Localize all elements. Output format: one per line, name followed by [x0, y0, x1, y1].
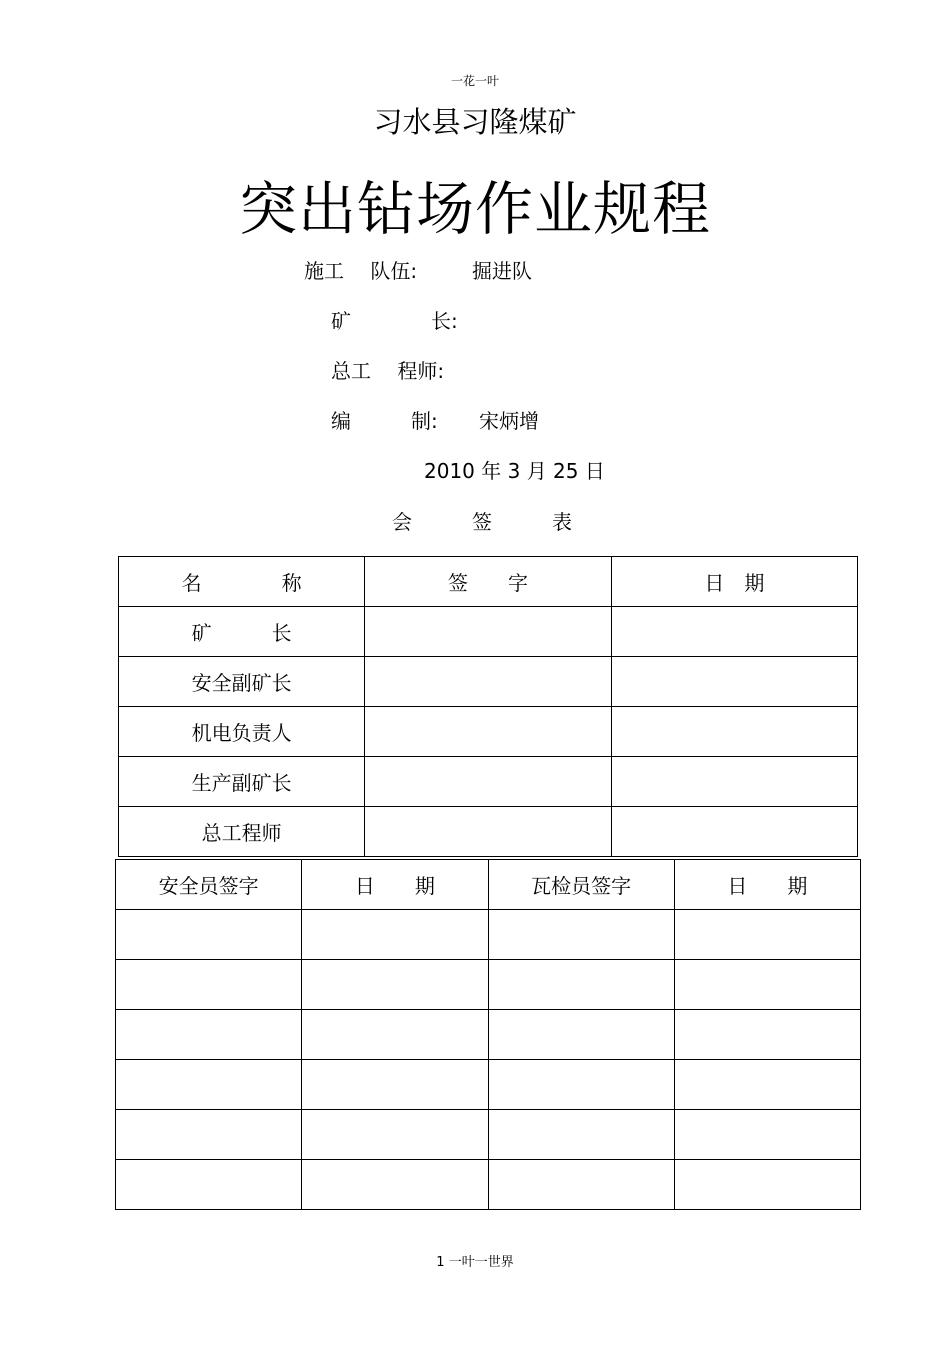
table-cell — [488, 1110, 674, 1160]
signature-cell — [365, 807, 611, 857]
inspection-table-header-row — [116, 860, 861, 910]
header-safety-officer-signature: 安全员签字 — [116, 860, 302, 910]
page-header: 一花一叶 — [450, 74, 499, 88]
table-row — [119, 657, 858, 707]
info-label-chief-engineer: 总工 程师: — [331, 359, 445, 383]
table-row — [116, 1160, 861, 1210]
header-safety-date: 日 期 — [302, 860, 488, 910]
sign-role-cell: 总工程师 — [119, 807, 365, 857]
sign-role-cell: 机电负责人 — [119, 707, 365, 757]
table-cell — [674, 1010, 860, 1060]
table-cell — [488, 1010, 674, 1060]
table-cell — [488, 1060, 674, 1110]
organization-name: 习水县习隆煤矿 — [373, 105, 577, 139]
table-cell — [674, 960, 860, 1010]
info-label-mine-director: 矿 长: — [331, 309, 458, 333]
signature-cell — [365, 707, 611, 757]
inspection-table — [115, 859, 861, 1210]
signature-cell — [365, 657, 611, 707]
sign-role-cell: 生产副矿长 — [119, 757, 365, 807]
document-date: 2010 年 3 月 25 日 — [424, 459, 605, 483]
sign-table-title: 会 签 表 — [392, 510, 572, 534]
table-cell — [488, 1160, 674, 1210]
sign-table-header-date: 日 期 — [611, 557, 857, 607]
table-row — [116, 1010, 861, 1060]
table-cell — [302, 1160, 488, 1210]
info-value-compiler: 宋炳增 — [479, 409, 539, 433]
table-cell — [302, 1010, 488, 1060]
page-footer: 1 一叶一世界 — [436, 1255, 514, 1270]
table-row — [116, 1110, 861, 1160]
table-cell — [116, 1010, 302, 1060]
date-cell — [611, 757, 857, 807]
table-row — [119, 757, 858, 807]
table-cell — [674, 1060, 860, 1110]
sign-table-header-name: 名 称 — [119, 557, 365, 607]
info-label-team: 施工 队伍: — [304, 259, 418, 283]
document-title: 突出钻场作业规程 — [238, 175, 711, 243]
table-cell — [302, 960, 488, 1010]
table-row — [119, 607, 858, 657]
signature-cell — [365, 607, 611, 657]
date-cell — [611, 657, 857, 707]
sign-table — [118, 556, 858, 857]
sign-role-cell: 安全副矿长 — [119, 657, 365, 707]
table-cell — [302, 1060, 488, 1110]
table-cell — [302, 1110, 488, 1160]
table-row — [119, 807, 858, 857]
table-cell — [488, 910, 674, 960]
table-row — [116, 1060, 861, 1110]
table-cell — [302, 910, 488, 960]
info-label-compiler: 编 制: — [331, 409, 438, 433]
table-cell — [116, 1060, 302, 1110]
table-cell — [674, 1110, 860, 1160]
date-cell — [611, 707, 857, 757]
date-cell — [611, 807, 857, 857]
header-gas-date: 日 期 — [674, 860, 860, 910]
info-value-team: 掘进队 — [472, 259, 532, 283]
table-cell — [116, 910, 302, 960]
date-cell — [611, 607, 857, 657]
signature-cell — [365, 757, 611, 807]
table-row — [116, 910, 861, 960]
table-cell — [488, 960, 674, 1010]
table-cell — [116, 1160, 302, 1210]
table-row — [119, 707, 858, 757]
header-gas-inspector-signature: 瓦检员签字 — [488, 860, 674, 910]
table-cell — [116, 1110, 302, 1160]
sign-role-cell: 矿 长 — [119, 607, 365, 657]
sign-table-header-row — [119, 557, 858, 607]
table-row — [116, 960, 861, 1010]
sign-table-header-signature: 签 字 — [365, 557, 611, 607]
table-cell — [116, 960, 302, 1010]
table-cell — [674, 1160, 860, 1210]
table-cell — [674, 910, 860, 960]
